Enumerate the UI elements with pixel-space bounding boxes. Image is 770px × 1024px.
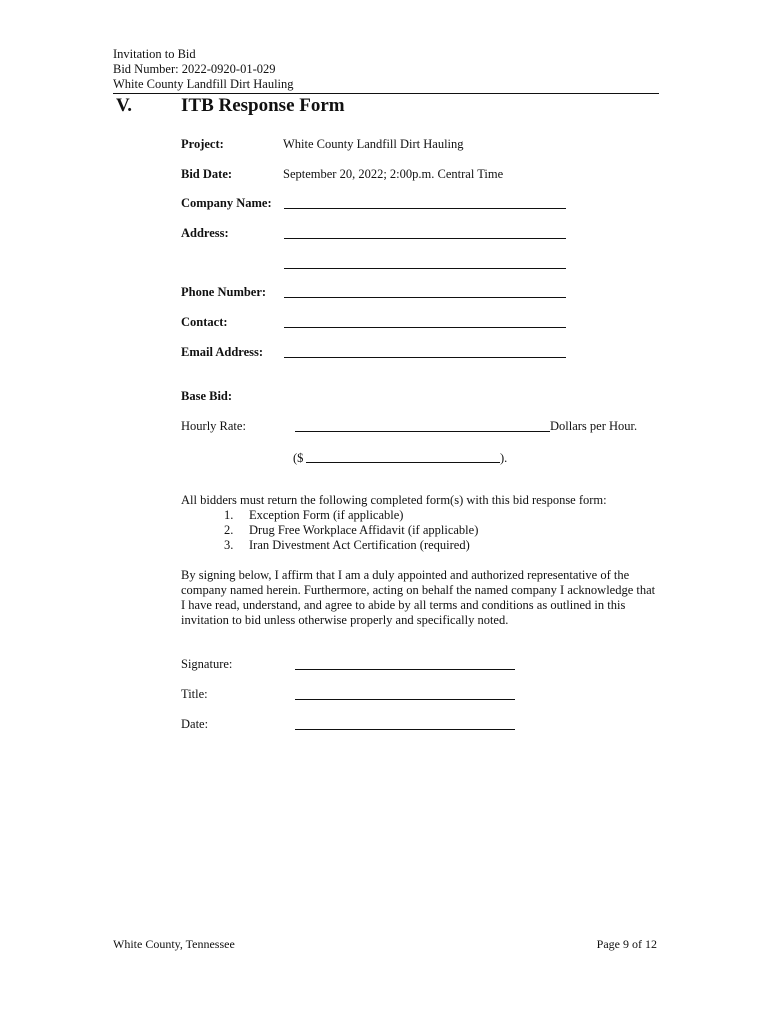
title-field[interactable] (295, 699, 515, 700)
header-bid-number: Bid Number: 2022-0920-01-029 (113, 62, 276, 76)
affirmation-paragraph: By signing below, I affirm that I am a duly appointed and authorized representative of the company named herein. Furthermore, acting on behalf the named company I acknowledge that I have read, understand, and agree to abide by all terms and conditions as outlined in this invitation to bid unless otherwise properly and specifically noted. (181, 568, 656, 627)
project-label: Project: (181, 137, 224, 151)
header-project-name: White County Landfill Dirt Hauling (113, 77, 294, 91)
contact-field[interactable] (284, 327, 566, 328)
signature-label: Signature: (181, 657, 233, 671)
numeric-amount-field[interactable] (306, 462, 500, 463)
hourly-rate-label: Hourly Rate: (181, 419, 246, 433)
bid-date-label: Bid Date: (181, 167, 233, 181)
email-address-label: Email Address: (181, 345, 264, 359)
numeric-amount-close: ). (500, 451, 508, 465)
title-label: Title: (181, 687, 208, 701)
numeric-amount-open: ($ (293, 451, 304, 465)
contact-label: Contact: (181, 315, 228, 329)
section-title: ITB Response Form (181, 95, 345, 116)
address-field-line-1[interactable] (284, 238, 566, 239)
date-label: Date: (181, 717, 209, 731)
header-rule (113, 93, 659, 94)
required-forms-list (224, 508, 478, 553)
date-field[interactable] (295, 729, 515, 730)
email-address-field[interactable] (284, 357, 566, 358)
footer-county: White County, Tennessee (113, 937, 235, 951)
company-name-field[interactable] (284, 208, 566, 209)
phone-number-label: Phone Number: (181, 285, 267, 299)
list-item: 1. Exception Form (if applicable) (224, 508, 404, 522)
bid-date-value: September 20, 2022; 2:00p.m. Central Time (283, 167, 504, 181)
address-field-line-2[interactable] (284, 268, 566, 269)
dollars-per-hour-text: Dollars per Hour. (550, 419, 638, 433)
forms-intro: All bidders must return the following completed form(s) with this bid response form: (181, 493, 607, 507)
footer-page-number: Page 9 of 12 (596, 937, 657, 951)
signature-field[interactable] (295, 669, 515, 670)
address-label: Address: (181, 226, 229, 240)
header-line-1: Invitation to Bid (113, 47, 196, 61)
list-item: 2. Drug Free Workplace Affidavit (if applicable) (224, 523, 479, 537)
section-number: V. (116, 95, 133, 116)
company-name-label: Company Name: (181, 196, 272, 210)
hourly-rate-field[interactable] (295, 431, 550, 432)
base-bid-heading: Base Bid: (181, 389, 233, 403)
list-item: 3. Iran Divestment Act Certification (required) (224, 538, 470, 552)
project-value: White County Landfill Dirt Hauling (283, 137, 464, 151)
phone-number-field[interactable] (284, 297, 566, 298)
